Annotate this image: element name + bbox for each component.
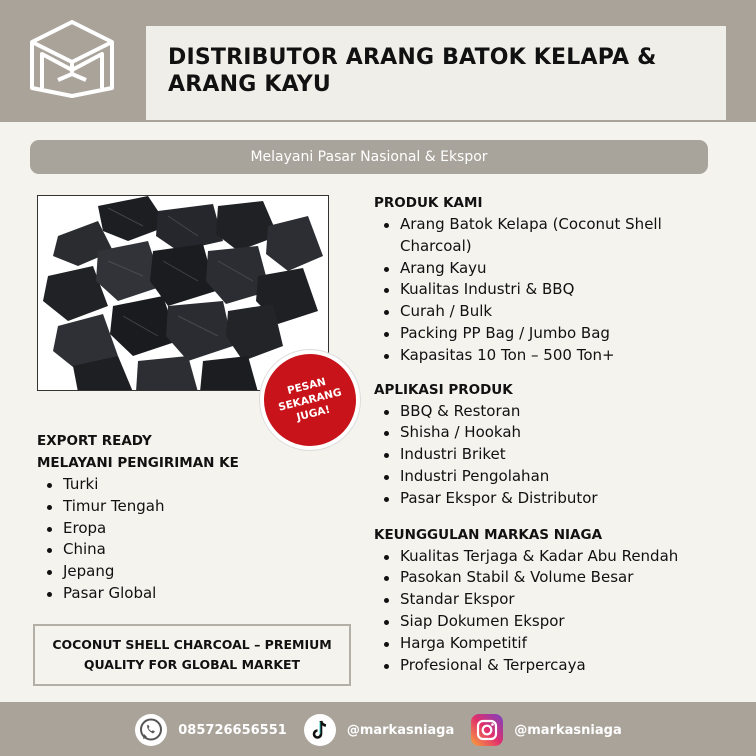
m-logo-icon [28,18,116,100]
tiktok-contact[interactable] [303,713,454,747]
list-item: Eropa [37,518,337,540]
subtitle-bar: Melayani Pasar Nasional & Ekspor [30,140,708,174]
list-item: Pasokan Stabil & Volume Besar [374,567,734,589]
whatsapp-contact[interactable] [134,713,287,747]
list-item: BBQ & Restoran [374,401,734,423]
export-subheading: MELAYANI PENGIRIMAN KE [37,455,239,471]
export-section [37,430,337,605]
export-heading: EXPORT READY [37,433,152,449]
list-item: Jepang [37,561,337,583]
list-item: Pasar Global [37,583,337,605]
list-item: Profesional & Terpercaya [374,655,734,677]
tiktok-handle: @markasniaga [346,722,455,738]
page-title: DISTRIBUTOR ARANG BATOK KELAPA & ARANG KAYU [168,45,657,97]
produk-list [374,214,734,367]
list-item: Harga Kompetitif [374,633,734,655]
export-list [37,474,337,605]
instagram-handle: @markasniaga [514,722,622,738]
list-item: Pasar Ekspor & Distributor [374,488,734,510]
instagram-icon [470,713,504,747]
produk-heading: PRODUK KAMI [374,195,483,211]
produk-section [374,192,734,367]
list-item: Kapasitas 10 Ton – 500 Ton+ [374,345,734,367]
list-item: Kualitas Terjaga & Kadar Abu Rendah [374,546,734,568]
order-now-badge[interactable]: PESAN SEKARANG JUGA! [249,339,370,460]
phone-number: 085726656551 [178,722,287,738]
right-column [374,192,734,688]
list-item: Timur Tengah [37,496,337,518]
footer [0,704,756,756]
list-item: Industri Pengolahan [374,466,734,488]
list-item: China [37,539,337,561]
list-item: Kualitas Industri & BBQ [374,279,734,301]
list-item: Arang Batok Kelapa (Coconut Shell Charcoal) [374,214,694,258]
aplikasi-section [374,379,734,510]
list-item: Industri Briket [374,444,734,466]
aplikasi-list [374,401,734,510]
instagram-contact[interactable] [470,713,621,747]
list-item: Packing PP Bag / Jumbo Bag [374,323,734,345]
keunggulan-list [374,546,734,677]
list-item: Standar Ekspor [374,589,734,611]
whatsapp-icon [134,713,168,747]
list-item: Turki [37,474,337,496]
quality-box: COCONUT SHELL CHARCOAL – PREMIUM QUALITY FOR GLOBAL MARKET [33,624,351,686]
list-item: Siap Dokumen Ekspor [374,611,734,633]
list-item: Curah / Bulk [374,301,734,323]
list-item: Shisha / Hookah [374,422,734,444]
tiktok-icon [303,713,337,747]
aplikasi-heading: APLIKASI PRODUK [374,381,513,398]
list-item: Arang Kayu [374,258,734,280]
keunggulan-heading: KEUNGGULAN MARKAS NIAGA [374,526,603,543]
title-box [146,26,726,120]
keunggulan-section [374,524,734,677]
